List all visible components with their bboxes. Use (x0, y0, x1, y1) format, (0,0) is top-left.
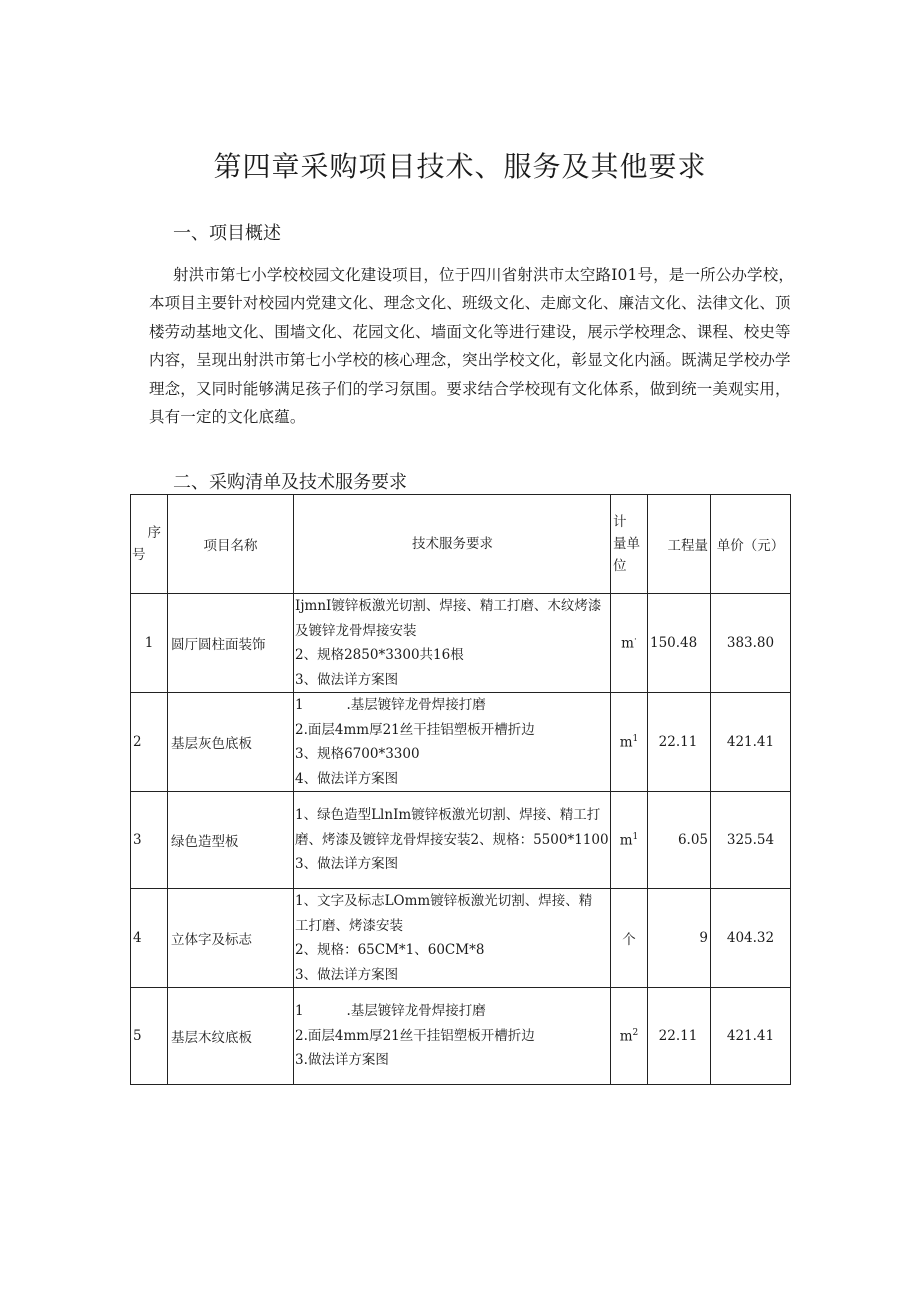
item-quantity: 6.05 (648, 792, 711, 889)
requirement-line: 2.面层4mm厚21丝干挂铝塑板开槽折边 (295, 721, 535, 738)
header-requirements: 技术服务要求 (294, 495, 611, 594)
item-quantity: 22.11 (648, 988, 711, 1085)
item-name: 立体字及标志 (168, 889, 294, 988)
item-name: 基层木纹底板 (168, 988, 294, 1085)
requirement-line: 2、规格2850*3300共16根 (295, 647, 464, 663)
row-number: 1 (131, 594, 168, 693)
requirement-line: 3.做法详方案图 (295, 1052, 389, 1069)
row-number: 4 (131, 889, 168, 988)
item-unit-price: 421.41 (711, 693, 791, 792)
requirement-line: 工打磨、烤漆安装 (295, 917, 403, 934)
overview-paragraph: 射洪市第七小学校校园文化建设项目，位于四川省射洪市太空路I01号，是一所公办学校，本项目主要针对校园内党建文化、理念文化、班级文化、走廊文化、廉洁文化、法律文化、顶楼劳动基地文化、围墙文化、花园文化、墙面文化等进行建设，展示学校理念、课程、校史等内容，呈现出射洪市第七小学校的核心理念，突出学校文化，彰显文化内涵。既满足学校办学理念，又同时能够满足孩子们的学习氛围。要求结合学校现有文化体系，做到统一美观实用，具有一定的文化底蕴。 (149, 266, 794, 427)
table-header-row (131, 495, 791, 594)
requirement-line: 3、做法详方案图 (295, 671, 399, 688)
item-name: 绿色造型板 (168, 792, 294, 889)
item-unit: $m^2$ (611, 988, 648, 1085)
item-requirements (294, 792, 611, 889)
requirement-line: 1、文字及标志LOmm镀锌板激光切割、焊接、精 (295, 893, 593, 909)
item-name: 圆厅圆柱面装饰 (168, 594, 294, 693)
table-row (131, 988, 791, 1085)
chapter-title: 第四章采购项目技术、服务及其他要求 (213, 150, 707, 183)
requirement-line: 1 .基层镀锌龙骨焊接打磨 (295, 697, 486, 713)
table-row (131, 693, 791, 792)
row-number: 5 (131, 988, 168, 1085)
item-requirements (294, 889, 611, 988)
requirement-line: 磨、烤漆及镀锌龙骨焊接安装2、规格：5500*1100 (295, 831, 609, 848)
requirement-line: IjmnI镀锌板激光切割、焊接、精工打磨、木纹烤漆 (295, 598, 602, 614)
item-quantity: 22.11 (648, 693, 711, 792)
table-row (131, 792, 791, 889)
row-number: 3 (131, 792, 168, 889)
section-heading-overview: 一、项目概述 (173, 223, 281, 244)
header-no: 序 号 (131, 495, 168, 594)
table-row (131, 594, 791, 693)
item-quantity: 150.48 (648, 594, 711, 693)
item-unit: m· (611, 594, 648, 693)
requirement-line: 3、做法详方案图 (295, 966, 399, 983)
row-number: 2 (131, 693, 168, 792)
requirement-line: 及镀锌龙骨焊接安装 (295, 622, 417, 639)
requirement-line: 1、绿色造型LlnIm镀锌板激光切割、焊接、精工打 (295, 807, 601, 824)
requirement-line: 2.面层4mm厚21丝干挂铝塑板开槽折边 (295, 1027, 535, 1044)
item-requirements (294, 988, 611, 1085)
header-unit: 计 量单 位 (611, 495, 648, 594)
item-quantity: 9 (648, 889, 711, 988)
requirement-line: 4、做法详方案图 (295, 770, 399, 787)
item-requirements (294, 594, 611, 693)
requirement-line: 3、做法详方案图 (295, 856, 399, 873)
requirement-line: 2、规格：65CM*1、60CM*8 (295, 942, 485, 958)
requirement-line: 3、规格6700*3300 (295, 746, 420, 762)
item-unit: 个 (611, 889, 648, 988)
table-row (131, 889, 791, 988)
header-unit-price: 单价（元） (711, 495, 791, 594)
procurement-table (130, 494, 791, 1085)
item-unit-price: 325.54 (711, 792, 791, 889)
requirement-line: 1 .基层镀锌龙骨焊接打磨 (295, 1003, 486, 1020)
header-quantity: 工程量 (648, 495, 711, 594)
header-name: 项目名称 (168, 495, 294, 594)
item-unit: $m^1$ (611, 693, 648, 792)
section-heading-procurement-list: 二、采购清单及技术服务要求 (173, 472, 407, 493)
item-name: 基层灰色底板 (168, 693, 294, 792)
item-unit-price: 404.32 (711, 889, 791, 988)
item-unit-price: 383.80 (711, 594, 791, 693)
item-unit-price: 421.41 (711, 988, 791, 1085)
item-unit: $m^1$ (611, 792, 648, 889)
item-requirements (294, 693, 611, 792)
